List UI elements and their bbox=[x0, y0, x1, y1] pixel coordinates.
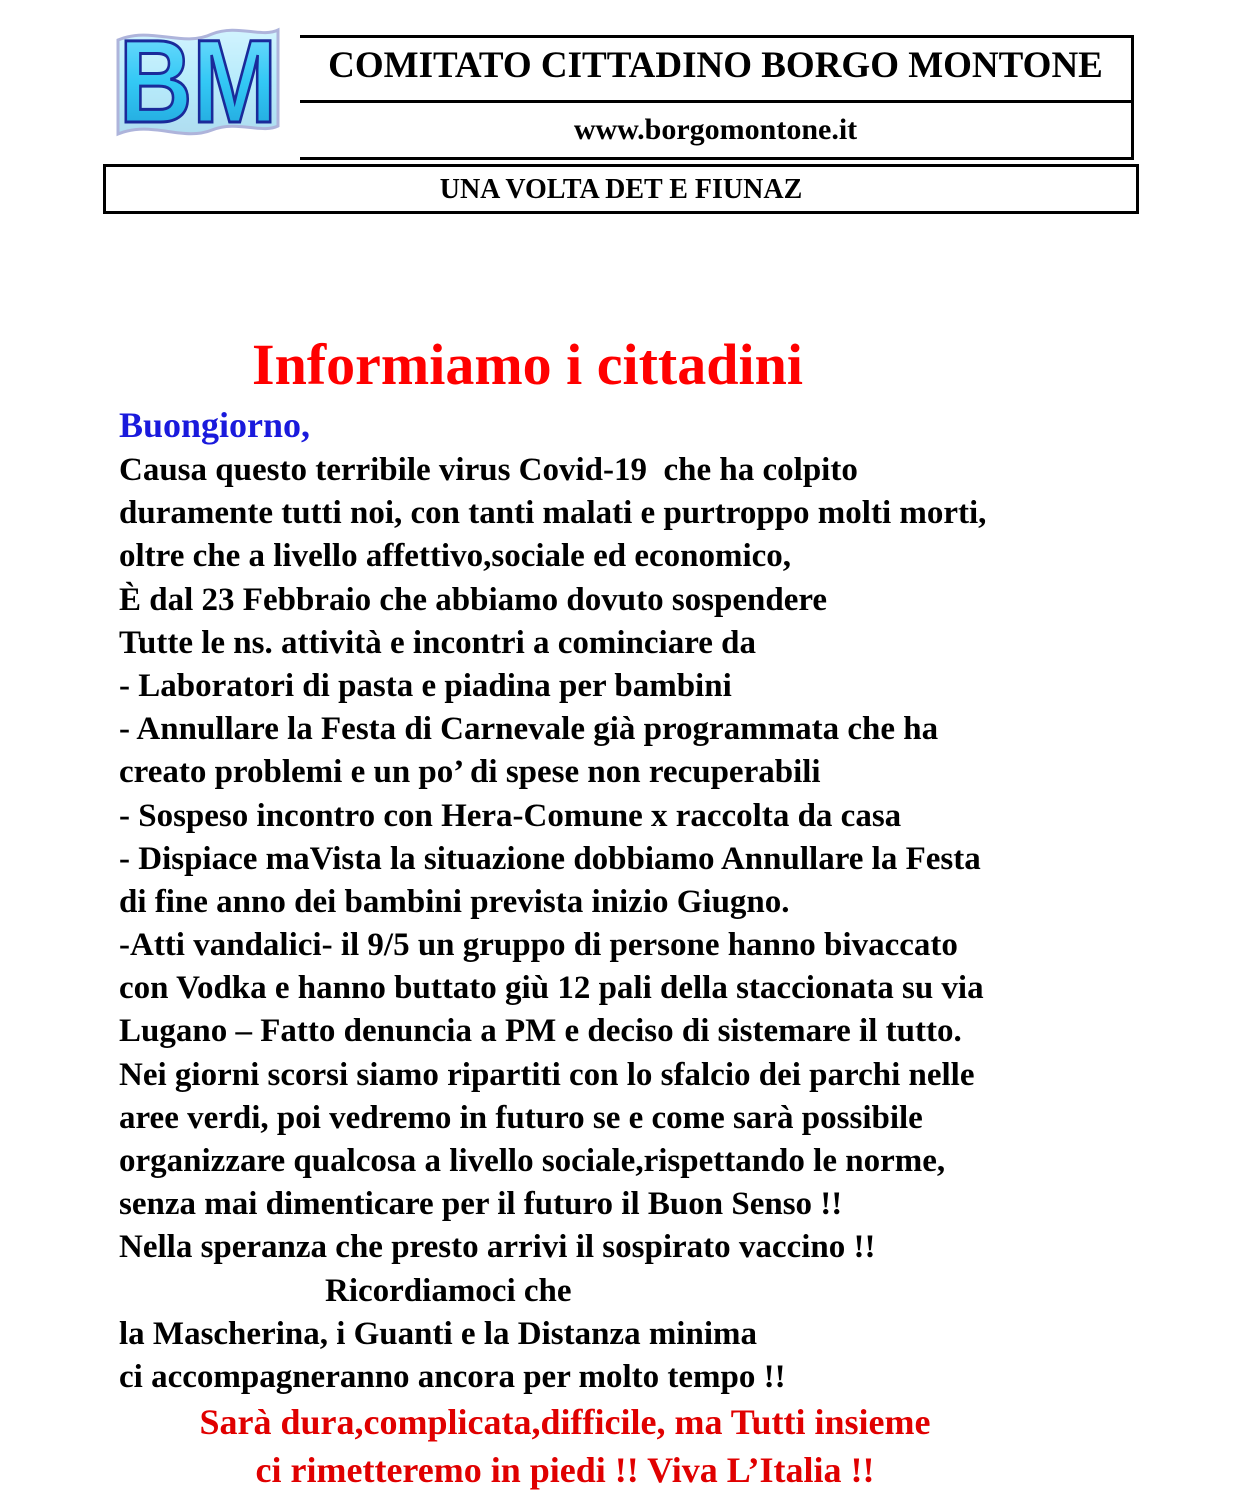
header-box bbox=[300, 35, 1134, 160]
bm-logo bbox=[112, 18, 284, 146]
body-line: - Annullare la Festa di Carnevale già programmata che ha bbox=[119, 711, 939, 748]
body-line: organizzare qualcosa a livello sociale,rispettando le norme, bbox=[119, 1143, 946, 1179]
body-text bbox=[119, 449, 1199, 1399]
body-line: la Mascherina, i Guanti e la Distanza minima bbox=[119, 1315, 757, 1352]
body-line: oltre che a livello affettivo,sociale ed economico, bbox=[119, 538, 792, 575]
body-line: duramente tutti noi, con tanti malati e purtroppo molti morti, bbox=[119, 495, 987, 532]
body-line: - Sospeso incontro con Hera-Comune x raccolta da casa bbox=[119, 797, 902, 834]
body-line: Nei giorni scorsi siamo ripartiti con lo sfalcio dei parchi nelle bbox=[119, 1056, 975, 1093]
organization-name: COMITATO CITTADINO BORGO MONTONE bbox=[328, 45, 1103, 86]
svg-text:BM: BM bbox=[119, 16, 277, 148]
closing-line: Sarà dura,complicata,difficile, ma Tutti insieme bbox=[199, 1402, 931, 1442]
motto-box bbox=[103, 164, 1139, 214]
closing-message bbox=[0, 1398, 1130, 1494]
closing-line: ci rimetteremo in piedi !! Viva L’Italia !! bbox=[255, 1450, 875, 1490]
body-line: -Atti vandalici- il 9/5 un gruppo di persone hanno bivaccato bbox=[119, 927, 958, 964]
motto: UNA VOLTA DET E FIUNAZ bbox=[439, 174, 803, 205]
body-line: Causa questo terribile virus Covid-19 che ha colpito bbox=[119, 452, 858, 488]
body-line: Lugano – Fatto denuncia a PM e deciso di sistemare il tutto. bbox=[119, 1013, 962, 1050]
website-link[interactable]: www.borgomontone.it bbox=[573, 113, 858, 146]
body-line: Nella speranza che presto arrivi il sospirato vaccino !! bbox=[119, 1229, 876, 1266]
header-divider bbox=[300, 100, 1131, 103]
body-line-reminder: Ricordiamoci che bbox=[325, 1272, 572, 1309]
page-title: Informiamo i cittadini bbox=[252, 332, 803, 397]
greeting: Buongiorno, bbox=[119, 405, 311, 445]
body-line: di fine anno dei bambini prevista inizio Giugno. bbox=[119, 883, 790, 920]
body-line: ci accompagneranno ancora per molto tempo !! bbox=[119, 1358, 786, 1395]
body-line: Tutte le ns. attività e incontri a cominciare da bbox=[119, 624, 757, 661]
body-line: con Vodka e hanno buttato giù 12 pali della staccionata su via bbox=[119, 970, 984, 1007]
body-line: È dal 23 Febbraio che abbiamo dovuto sospendere bbox=[119, 581, 828, 618]
body-line: senza mai dimenticare per il futuro il Buon Senso !! bbox=[119, 1186, 843, 1223]
body-line: creato problemi e un po’ di spese non recuperabili bbox=[119, 754, 821, 791]
body-line: - Dispiace maVista la situazione dobbiamo Annullare la Festa bbox=[119, 840, 981, 877]
body-line: - Laboratori di pasta e piadina per bambini bbox=[119, 667, 732, 704]
body-line: aree verdi, poi vedremo in futuro se e come sarà possibile bbox=[119, 1099, 923, 1136]
